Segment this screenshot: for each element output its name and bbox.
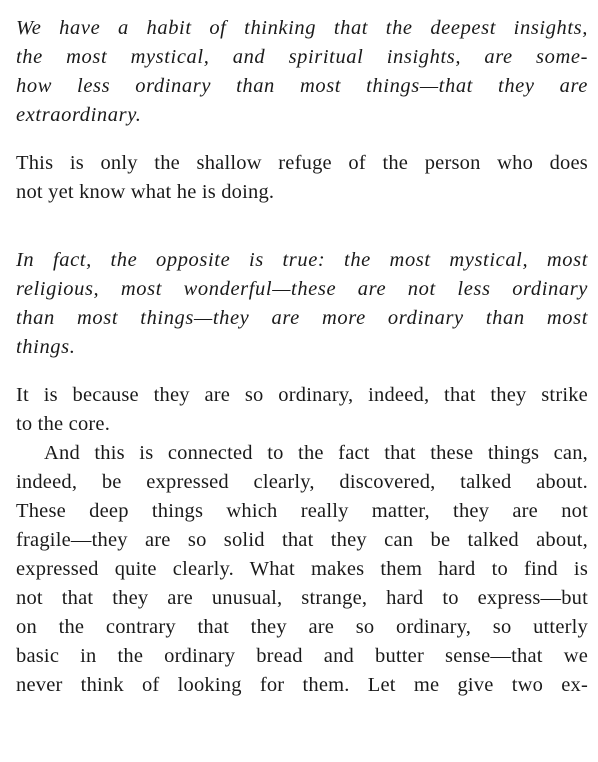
text-line: never think of looking for them. Let me give two ex- (16, 674, 588, 696)
text-line: the most mystical, and spiritual insights, are some- (16, 46, 588, 68)
italic-paragraph-opposite (16, 246, 588, 362)
text-line: on the contrary that they are so ordinary, so utterly (16, 616, 588, 638)
paragraph-expressed-clearly (16, 439, 588, 700)
text-line: fragile—they are so solid that they can be talked about, (16, 529, 588, 551)
text-line: basic in the ordinary bread and butter sense—that we (16, 645, 588, 667)
paragraph-so-ordinary (16, 381, 588, 439)
italic-paragraph-habit (16, 14, 588, 130)
text-line: extraordinary. (16, 104, 142, 126)
text-line: In fact, the opposite is true: the most mystical, most (16, 249, 588, 271)
text-line: And this is connected to the fact that these things can, (44, 442, 588, 464)
text-line: to the core. (16, 413, 111, 435)
text-line: These deep things which really matter, they are not (16, 500, 588, 522)
text-line: than most things—they are more ordinary than most (16, 307, 588, 329)
text-line: not that they are unusual, strange, hard to express—but (16, 587, 588, 609)
paragraph-shallow-refuge (16, 149, 588, 207)
text-line: expressed quite clearly. What makes them hard to find is (16, 558, 588, 580)
text-line: religious, most wonderful—these are not less ordinary (16, 278, 588, 300)
text-line: This is only the shallow refuge of the person who does (16, 152, 588, 174)
text-line: indeed, be expressed clearly, discovered, talked about. (16, 471, 588, 493)
text-line: not yet know what he is doing. (16, 181, 275, 203)
text-line: things. (16, 336, 76, 358)
text-line: It is because they are so ordinary, indeed, that they strike (16, 384, 588, 406)
text-line: how less ordinary than most things—that they are (16, 75, 588, 97)
text-line: We have a habit of thinking that the deepest insights, (16, 17, 588, 39)
